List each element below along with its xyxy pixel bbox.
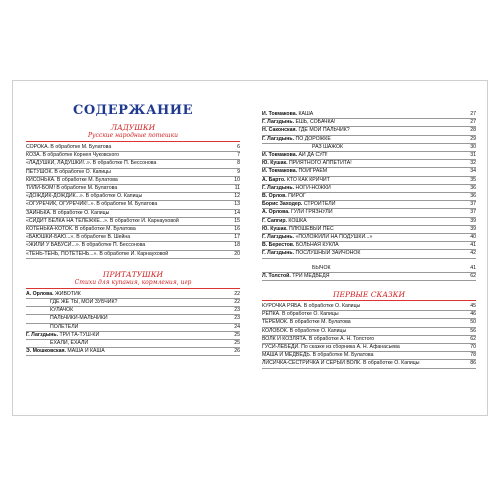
toc-entry-author: Г. Лагздынь. (262, 119, 296, 126)
left-page (26, 97, 240, 356)
toc-entry (26, 348, 240, 356)
toc-entry-page: 62 (470, 335, 476, 342)
toc-entry-text (262, 144, 468, 151)
toc-entry-author: Г. Лагздынь. (262, 184, 296, 191)
section-rule (262, 300, 476, 301)
toc-entry-text (262, 273, 468, 280)
toc-entry-page: 13 (234, 201, 240, 208)
toc-entry-title: КОШКА (288, 217, 307, 224)
toc-entry-author: В. Орлов. (262, 193, 289, 200)
toc-entry-title: ПИРОГ (288, 193, 306, 200)
toc-entry-text (262, 303, 468, 310)
toc-entry-text (262, 193, 468, 200)
toc-entry-title: МАША И МЕДВЕДЬ. В обработке М. Булатова (262, 352, 374, 359)
toc-entry-page: 78 (470, 352, 476, 359)
toc-entry-text (26, 201, 232, 208)
toc-entry-page: 18 (234, 242, 240, 249)
toc-entry-page: 7 (237, 152, 240, 159)
toc-entry-title: КИСОНЬКА. В обработке М. Булатова (26, 176, 118, 183)
toc-entry-text (262, 352, 468, 359)
toc-entry-text (26, 210, 232, 217)
toc-entry (26, 218, 240, 226)
toc-entry-text (26, 315, 232, 322)
toc-entry-text (26, 291, 232, 298)
toc-entry-page: 32 (470, 160, 476, 167)
toc-entry-title: КОЗА. В обработке Корнея Чуковского (26, 152, 119, 159)
toc-entry (262, 319, 476, 327)
toc-entry-page: 86 (470, 360, 476, 367)
toc-entry (262, 136, 476, 144)
toc-entry (262, 193, 476, 201)
toc-entry-page: 45 (470, 303, 476, 310)
toc-entry-page: 46 (470, 311, 476, 318)
toc-entry-title: ТРИ ТА-ТУШ-КИ (59, 331, 100, 338)
toc-list-ladushki (26, 144, 240, 259)
toc-entry-title: РЕПКА. В обработке О. Капицы (262, 311, 339, 318)
toc-entry-title: ПОСЛУШНЫЙ ЗАЙЧОНОК (295, 250, 361, 257)
toc-entry-text (262, 265, 468, 272)
toc-entry-author: И. Токмакова. (262, 111, 299, 117)
toc-entry-title: ТРИ МЕДВЕДЯ (292, 272, 330, 279)
toc-entry-text (262, 311, 468, 318)
book-spread (12, 80, 488, 416)
toc-entry (262, 168, 476, 176)
toc-entry (262, 127, 476, 135)
toc-entry-text (262, 242, 468, 249)
section-title-ladushki: ЛАДУШКИ (110, 123, 156, 132)
toc-entry-page: 36 (470, 184, 476, 191)
section-title-pritatushki: ПРИТАТУШКИ (102, 269, 164, 279)
toc-entry-title: НОГИ-НОЖКИ (295, 184, 331, 191)
toc-entry-text (262, 218, 468, 225)
toc-entry-page: 62 (470, 272, 476, 279)
toc-entry-page: 22 (234, 299, 240, 306)
toc-entry-text (26, 226, 232, 233)
toc-entry-title: СТРОИТЕЛИ (303, 201, 336, 208)
toc-entry-text (262, 152, 468, 159)
toc-entry (262, 328, 476, 336)
section-subtitle-ladushki: Русские народные потешки (87, 132, 179, 139)
toc-entry-title: ГДЕ МОЙ ПАЛЬЧИК? (298, 127, 350, 134)
toc-entry-title: ПОЛЕТЕЛИ (50, 323, 79, 330)
toc-entry (262, 226, 476, 234)
toc-entry-page: 50 (470, 319, 476, 326)
section-rule (26, 141, 240, 142)
toc-entry-text (262, 177, 468, 184)
toc-entry-title: РАЗ ШАЖОК (312, 143, 344, 150)
toc-entry-text (262, 168, 468, 175)
toc-entry-page: 8 (237, 160, 240, 167)
toc-entry (26, 185, 240, 193)
toc-entry-page: 9 (237, 168, 240, 175)
toc-entry-title: «СИДИТ БЕЛКА НА ТЕЛЕЖКЕ...». В обработке И. Карнауховой (26, 217, 179, 224)
toc-entry (26, 315, 240, 323)
toc-entry (262, 144, 476, 152)
toc-entry-page: 27 (470, 119, 476, 126)
toc-entry-text (26, 144, 235, 151)
toc-entry-text (26, 218, 232, 225)
toc-entry (26, 340, 240, 348)
toc-entry-page: 41 (470, 264, 476, 271)
toc-entry-author: Э. Мошковская. (26, 348, 68, 355)
toc-entry-text (26, 348, 232, 355)
toc-entry-page: 41 (470, 242, 476, 249)
toc-entry-page: 30 (470, 143, 476, 150)
toc-entry (26, 169, 240, 177)
toc-entry (262, 152, 476, 160)
toc-entry-text (262, 328, 468, 335)
toc-entry-text (26, 324, 232, 331)
toc-entry-title: КУРОЧКА РЯБА. В обработке О. Капицы (262, 303, 361, 310)
toc-entry-title: БЫЧОК (312, 264, 331, 271)
toc-entry (262, 209, 476, 217)
toc-entry-text (262, 127, 468, 134)
toc-entry (26, 299, 240, 307)
toc-entry (26, 291, 240, 299)
toc-entry-title: МАША И КАША (67, 348, 105, 355)
toc-entry-text (262, 136, 468, 143)
toc-entry-text (262, 209, 468, 216)
toc-entry-title: ЛИСИЧКА-СЕСТРИЧКА И СЕРЫЙ ВОЛК. В обработке О. Капицы (262, 360, 420, 367)
toc-entry-text (26, 307, 232, 314)
toc-entry-text (26, 234, 232, 241)
toc-entry (262, 160, 476, 168)
toc-entry (262, 185, 476, 193)
toc-entry-title: АЙ ДА СУП! (298, 152, 328, 159)
toc-entry (26, 201, 240, 209)
toc-entry-title: ЕХАЛИ, ЕХАЛИ (50, 340, 89, 347)
toc-entry (262, 311, 476, 319)
toc-entry-page: 40 (470, 234, 476, 241)
toc-entry-author: Г. Лагздынь. (262, 135, 296, 142)
toc-entry-title: ГУСИ-ЛЕБЕДИ. По сказке из сборника А. Н. Афанасьева (262, 344, 400, 351)
toc-entry-author: Г. Сапгир. (262, 217, 289, 224)
toc-entry-page: 39 (470, 217, 476, 224)
toc-entry (26, 251, 240, 259)
toc-entry-page: 56 (470, 327, 476, 334)
toc-entry-text (262, 360, 468, 367)
toc-entry-title: КОЛОБОК. В обработке О. Капицы (262, 327, 347, 334)
toc-entry (262, 250, 476, 258)
toc-entry-title: «ЛАДУШКИ, ЛАДУШКИ!..». В обработке П. Бессонова (26, 160, 157, 167)
toc-entry-text (262, 234, 468, 241)
toc-list-skazki (262, 303, 476, 369)
toc-entry-page: 15 (234, 217, 240, 224)
toc-entry-author: И. Токмакова. (262, 152, 299, 159)
toc-entry-author: Н. Саконская. (262, 127, 299, 134)
toc-entry-title: ГДЕ ЖЕ ТЫ, МОЙ ЗУБЧИК? (50, 299, 118, 306)
toc-entry-page: 31 (470, 152, 476, 159)
toc-entry-author: Л. Толстой. (262, 272, 293, 279)
toc-entry-text (262, 319, 468, 326)
toc-entry-page: 35 (470, 176, 476, 183)
toc-list-extra (262, 265, 476, 281)
toc-entry-title: ПО ДОРОЖКЕ (295, 135, 331, 142)
toc-entry (262, 352, 476, 360)
toc-entry (262, 119, 476, 127)
toc-entry (26, 160, 240, 168)
toc-entry-author: Г. Лагздынь. (262, 250, 296, 257)
toc-entry (26, 177, 240, 185)
toc-entry-title: «ЖИЛИ У БАБУСИ...». В обработке П. Бессонова (26, 242, 146, 249)
toc-entry-page: 20 (234, 250, 240, 257)
toc-entry-title: «ОГУРЕЧИК, ОГУРЕЧИК!..». В обработке М. Булатова (26, 201, 158, 208)
toc-entry-page: 37 (470, 201, 476, 208)
toc-entry-text (26, 340, 232, 347)
toc-entry (262, 344, 476, 352)
toc-entry-page: 39 (470, 225, 476, 232)
toc-entry-author: А. Орлова. (262, 209, 291, 216)
toc-entry (262, 273, 476, 281)
toc-entry-text (26, 299, 232, 306)
toc-entry-page: 17 (234, 234, 240, 241)
toc-entry-page: 11 (234, 185, 240, 192)
toc-entry (26, 226, 240, 234)
contents-title: СОДЕРЖАНИЕ (72, 103, 194, 118)
toc-entry-page: 23 (234, 315, 240, 322)
toc-entry-page: 28 (470, 127, 476, 134)
toc-entry-page: 23 (234, 307, 240, 314)
toc-entry-page: 26 (234, 348, 240, 355)
toc-entry (262, 303, 476, 311)
toc-entry-text (26, 152, 235, 159)
toc-entry-page: 16 (234, 226, 240, 233)
toc-entry-page: 34 (470, 168, 476, 175)
toc-entry-page: 10 (234, 176, 240, 183)
toc-entry-title: ПРИЯТНОГО АППЕТИТА! (288, 160, 352, 167)
toc-entry-text (26, 251, 232, 258)
toc-entry-text (26, 193, 232, 200)
toc-entry-title: ПЛЮШЕВЫЙ ПЁС (288, 225, 334, 232)
right-page (262, 111, 476, 369)
toc-entry-title: ГУЛИ ГРЯЗНУЛИ (291, 209, 333, 216)
toc-entry-title: КАША (298, 111, 314, 117)
toc-entry-page: 27 (470, 111, 476, 117)
toc-entry-title: ТЕРЕМОК. В обработке М. Булатова (262, 319, 351, 326)
toc-entry-author: Г. Лагздынь. (262, 234, 296, 241)
toc-entry-text (26, 332, 232, 339)
toc-entry (262, 201, 476, 209)
toc-entry-page: 36 (470, 193, 476, 200)
toc-entry-text (26, 242, 232, 249)
toc-entry-page: 6 (237, 144, 240, 150)
toc-entry (26, 234, 240, 242)
toc-entry-title: ТИЛИ-БОМ! В обработке М. Булатова (26, 185, 118, 192)
toc-entry-author: Ю. Кушак. (262, 225, 289, 232)
toc-entry (26, 332, 240, 340)
toc-entry-page: 29 (470, 135, 476, 142)
toc-entry-text (26, 185, 233, 192)
toc-entry (26, 242, 240, 250)
section-subtitle-pritatushki: Стихи для купания, кормления, игр (74, 278, 192, 286)
toc-entry-page: 22 (234, 290, 240, 297)
toc-entry-page: 24 (234, 323, 240, 330)
toc-entry (26, 193, 240, 201)
toc-entry-text (262, 111, 468, 118)
toc-entry-title: ЖИВОТИК (55, 290, 81, 297)
toc-entry (26, 324, 240, 332)
toc-entry-title: ЗАИНЬКА. В обработке О. Капицы (26, 209, 110, 216)
toc-entry (262, 336, 476, 344)
toc-entry (262, 111, 476, 119)
section-title-skazki: ПЕРВЫЕ СКАЗКИ (332, 290, 406, 300)
toc-entry-title: «ДОЖДИК-ДОЖДИК...». В обработке О. Капицы (26, 193, 143, 200)
toc-entry-title: «БАЮШКИ-БАЮ...». В обработке В. Шейна (26, 234, 131, 241)
toc-entry (262, 234, 476, 242)
toc-entry-text (262, 336, 468, 343)
toc-entry-title: БОЛЬНАЯ КУКЛА (295, 242, 339, 249)
toc-entry-author: И. Токмакова. (262, 168, 299, 175)
toc-entry (26, 307, 240, 315)
toc-entry-title: КОТЕНЬКА-КОТОК. В обработке М. Булатова (26, 226, 136, 233)
toc-entry-title: ВОЛК И КОЗЛЯТА. В обработке А. Н. Толстого (262, 335, 375, 342)
toc-entry (26, 152, 240, 160)
toc-entry-title: ПАЛЬЧИКИ-МАЛЬЧИКИ (50, 315, 108, 322)
toc-entry-text (262, 201, 468, 208)
toc-entry (26, 144, 240, 152)
toc-entry (26, 210, 240, 218)
toc-list-right (262, 111, 476, 259)
toc-entry-title: КТО КАК КРИЧИТ (286, 176, 330, 183)
toc-entry-text (262, 226, 468, 233)
toc-entry-title: ЕШЬ, СОБАЧКА! (295, 119, 336, 126)
toc-entry-title: ПЕТУШОК. В обработке О. Капицы (26, 168, 111, 175)
toc-entry-page: 42 (470, 250, 476, 257)
toc-entry (262, 265, 476, 273)
toc-entry-text (26, 169, 235, 176)
toc-entry (262, 218, 476, 226)
toc-entry-author: А. Орлова. (26, 290, 55, 297)
toc-entry-text (262, 119, 468, 126)
toc-entry-text (262, 250, 468, 257)
toc-entry-page: 37 (470, 209, 476, 216)
toc-entry-page: 12 (234, 193, 240, 200)
toc-entry-author: В. Берестов. (262, 242, 296, 249)
toc-entry-title: «ПОЛОЖИЛИ НА ПОДУШКИ...» (295, 234, 373, 241)
toc-entry-text (26, 160, 235, 167)
toc-entry-page: 14 (234, 209, 240, 216)
toc-entry (262, 177, 476, 185)
toc-list-pritatushki (26, 291, 240, 357)
toc-entry (262, 242, 476, 250)
toc-entry-text (262, 344, 468, 351)
toc-entry-title: «ТЕНЬ-ТЕНЬ, ПОТЕТЕНЬ...». В обработке И. Карнауховой (26, 250, 169, 257)
toc-entry (262, 360, 476, 368)
toc-entry-author: Ю. Кушак. (262, 160, 289, 167)
toc-entry-text (262, 160, 468, 167)
toc-entry-author: А. Барто. (262, 176, 287, 183)
toc-entry-title: СОРОКА. В обработке М. Булатова (26, 144, 112, 150)
toc-entry-page: 25 (234, 331, 240, 338)
toc-entry-title: ПОИГРАЕМ (298, 168, 328, 175)
toc-entry-title: КУЛАЧОК (50, 307, 74, 314)
toc-entry-author: Борис Заходер. (262, 201, 304, 208)
toc-entry-page: 25 (234, 340, 240, 347)
toc-entry-author: Г. Лагздынь. (26, 331, 60, 338)
toc-entry-text (262, 185, 468, 192)
toc-entry-text (26, 177, 232, 184)
section-rule (26, 288, 240, 289)
toc-entry-page: 70 (470, 344, 476, 351)
